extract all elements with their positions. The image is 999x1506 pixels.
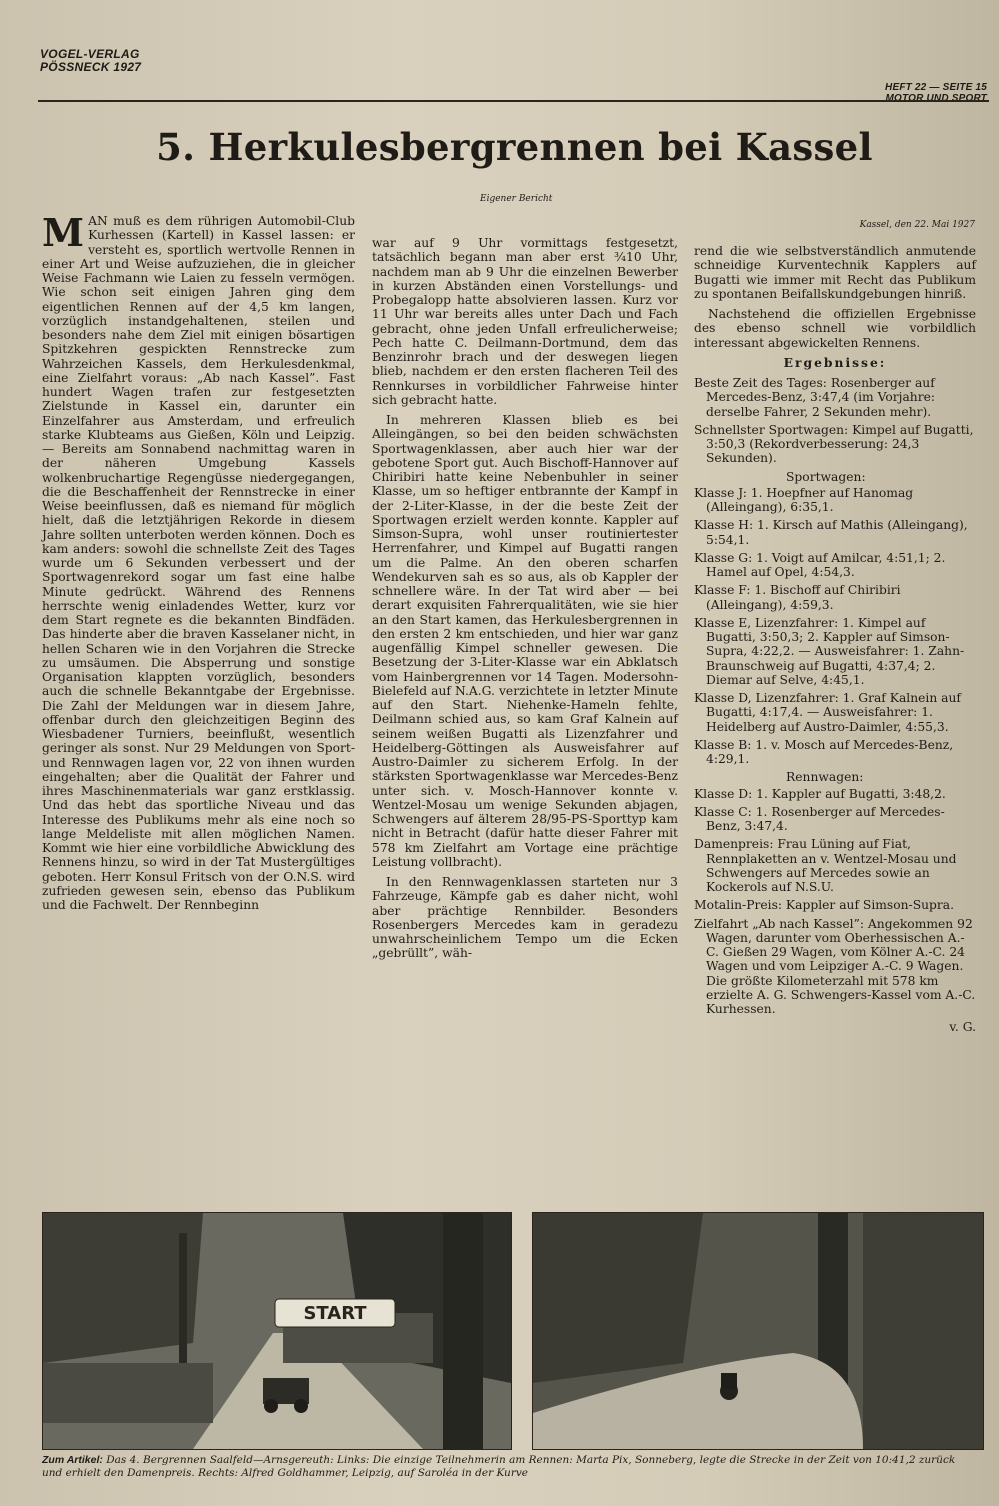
result-entry: Klasse C: 1. Rosenberger auf Mercedes-Benz, 3:47,4. — [694, 804, 945, 833]
article-column-3 — [694, 244, 976, 1035]
publisher-name: VOGEL-VERLAG — [40, 47, 140, 61]
caption-text: Das 4. Bergrennen Saalfeld—Arnsgereuth: Links: Die einzige Teilnehmerin am Rennen: Marta Pix, Sonneberg, legte die Strecke in der Zeit von 10:41,2 zurück und erhielt den Damenpreis. Rechts: Alfred Goldhammer, Leipzig, auf Saroléa in der Kurve — [42, 1454, 956, 1479]
photo-motorcycle-illustration — [533, 1213, 983, 1449]
author-signature: v. G. — [949, 1020, 976, 1035]
result-category: Sportwagen: — [786, 469, 866, 484]
photo-start-line-illustration — [43, 1213, 511, 1449]
paragraph: Nachstehend die offiziellen Ergebnisse des ebenso schnell wie vorbildlich interessant abgewickelten Rennens. — [694, 307, 976, 350]
paragraph: war auf 9 Uhr vormittags festgesetzt, tatsächlich begann man aber erst ¾10 Uhr, nachdem man ab 9 Uhr die einzelnen Bewerber in kurzen Abständen einen Vorstellungs- und Probegalopp hatte absolvieren lassen. Kurz vor 11 Uhr war bereits alles unter Dach und Fach gebracht, ohne jeden Unfall erfreulicherweise; Pech hatte C. Deilmann-Dortmund, dem das Benzinrohr brach und der deswegen liegen blieb, nachdem er den ersten flacheren Teil des Rennkurses in vorbildlicher Fahrweise hinter sich gebracht hatte. — [372, 236, 678, 407]
photo-motorcycle-curve — [532, 1212, 984, 1450]
result-entry: Klasse G: 1. Voigt auf Amilcar, 4:51,1; 2. Hamel auf Opel, 4:54,3. — [694, 550, 946, 579]
publisher-place-year: PÖSSNECK 1927 — [40, 60, 142, 74]
publisher-header — [40, 48, 141, 74]
results-heading: Ergebnisse: — [783, 354, 887, 370]
article-column-1 — [42, 210, 355, 918]
result-entry: Klasse J: 1. Hoepfner auf Hanomag (Alleingang), 6:35,1. — [694, 485, 914, 514]
result-entry: Damenpreis: Frau Lüning auf Fiat, Rennplaketten an v. Wentzel-Mosau und Schwengers auf Mercedes sowie an Kockerols auf N.S.U. — [694, 837, 957, 894]
article-column-2 — [372, 236, 678, 967]
article-subtitle: Eigener Bericht — [480, 194, 553, 204]
article-title: 5. Herkulesbergrennen bei Kassel — [156, 125, 873, 169]
result-category: Rennwagen: — [786, 770, 864, 785]
paragraph-text: AN muß es dem rührigen Automobil-Club Kurhessen (Kartell) in Kassel lassen: er versteht es, sportlich wertvolle Rennen in einer Art und Weise aufzuziehen, die in gleicher Weise Fachmann wie Laien zu fesseln vermögen. Wie schon seit einigen Jahren ging dem eigentlichen Rennen auf der 4,5 km langen, vorzüglich instandgehaltenen, steilen und besonders nahe dem Ziel mit einigen bösartigen Spitzkehren gespickten Rennstrecke zum Wahrzeichen Kassels, dem Herkulesdenkmal, eine Zielfahrt voraus: „Ab nach Kassel”. Fast hundert Wagen trafen zur festgesetzten Zielstunde in Kassel ein, darunter ein Einzelfahrer aus Amsterdam, und erfreulich starke Klubteams aus Gießen, Köln und Leipzig. — Bereits am Sonnabend nachmittag waren in der näheren Umgebung Kassels wolkenbruchartige Regengüsse niedergegangen, die die Beschaffenheit der Rennstrecke in einer Weise beeinflussen, daß es niemand für möglich hielt, daß die letztjährigen Rekorde in diesem Jahre sollten unterboten werden können. Doch es kam anders: sowohl die schnellste Zeit des Tages wurde um 6 Sekunden verbessert und der Sportwagenrekord sogar um fast eine halbe Minute gedrückt. Während des Rennens herrschte wenig einladendes Wetter, kurz vor dem Start regnete es die bekannten Bindfäden. Das hinderte aber die braven Kasselaner nicht, in hellen Scharen wie in den Vorjahren die Strecke zu umsäumen. Die Absperrung und sonstige Organisation klappten vorzüglich, besonders auch die schnelle Bekanntgabe der Ergebnisse. Die Zahl der Meldungen war in diesem Jahre, offenbar durch den gleichzeitigen Beginn des Wiesbadener Turniers, beeinflußt, wesentlich geringer als sonst. Nur 29 Meldungen von Sport- und Rennwagen lagen vor, 22 von ihnen wurden eingehalten; aber die Qualität der Fahrer und ihres Maschinenmaterials war ganz erstklassig. Und das hebt das sportliche Niveau und das Interesse des Publikums mehr als eine noch so lange Meldeliste mit allen möglichen Namen. Kommt wie hier eine vorbildliche Abwicklung des Rennens hinzu, so wird in der Tat Mustergültiges geboten. Herr Konsul Fritsch von der O.N.S. wird zufrieden gewesen sein, ebenso das Publikum und die Fachwelt. Der Rennbeginn — [42, 214, 355, 912]
article-dateline: Kassel, den 22. Mai 1927 — [859, 220, 975, 230]
result-entry: Zielfahrt „Ab nach Kassel”: Angekommen 92 Wagen, darunter vom Oberhessischen A.-C. Gießen 29 Wagen, vom Kölner A.-C. 24 Wagen und vom Leipziger A.-C. 9 Wagen. Die größte Kilometerzahl mit 578 km erzielte A. G. Schwengers-Kassel vom A.-C. Kurhessen. — [694, 916, 976, 1016]
drop-cap: M — [42, 210, 85, 255]
result-entry: Beste Zeit des Tages: Rosenberger auf Mercedes-Benz, 3:47,4 (im Vorjahre: derselbe Fahrer, 2 Sekunden mehr). — [694, 376, 936, 419]
caption-lead: Zum Artikel: — [42, 1454, 103, 1466]
photo-start-line — [42, 1212, 512, 1450]
result-entry: Klasse D: 1. Kappler auf Bugatti, 3:48,2. — [694, 786, 946, 801]
paragraph — [42, 210, 355, 912]
result-entry: Klasse B: 1. v. Mosch auf Mercedes-Benz, 4:29,1. — [694, 737, 954, 766]
paragraph: rend die wie selbstverständlich anmutende schneidige Kurventechnik Kapplers auf Bugatti wie immer mit Recht das Publikum zu spontanen Beifallskundgebungen hinriß. — [694, 244, 976, 301]
result-entry: Klasse F: 1. Bischoff auf Chiribiri (Alleingang), 4:59,3. — [694, 583, 901, 612]
result-entry: Motalin-Preis: Kappler auf Simson-Supra. — [694, 898, 955, 913]
result-entry: Schnellster Sportwagen: Kimpel auf Bugatti, 3:50,3 (Rekordverbesserung: 24,3 Sekunden). — [694, 422, 974, 466]
paragraph: In den Rennwagenklassen starteten nur 3 Fahrzeuge, Kämpfe gab es daher nicht, wohl aber prächtige Rennbilder. Besonders Rosenbergers Mercedes kam in geradezu unwahrscheinlichem Tempo um die Ecken „gebrüllt”, wäh- — [372, 875, 678, 961]
magazine-name: MOTOR UND SPORT — [885, 93, 987, 104]
issue-page: HEFT 22 — SEITE 15 — [885, 82, 987, 93]
result-entry: Klasse H: 1. Kirsch auf Mathis (Alleingang), 5:54,1. — [694, 518, 968, 547]
result-entry: Klasse E, Lizenzfahrer: 1. Kimpel auf Bugatti, 3:50,3; 2. Kappler auf Simson-Supra, 4:22,2. — Ausweisfahrer: 1. Zahn-Braunschweig auf Bugatti, 4:37,4; 2. Diemar auf Selve, 4:45,1. — [694, 615, 965, 687]
paragraph: In mehreren Klassen blieb es bei Alleingängen, so bei den beiden schwächsten Sportwagenklassen, aber auch hier war der gebotene Sport gut. Auch Bischoff-Hannover auf Chiribiri hatte keine Nebenbuhler in seiner Klasse, um so heftiger entbrannte der Kampf in der 2-Liter-Klasse, in der die beste Zeit der Sportwagen erzielt werden konnte. Kappler auf Simson-Supra, wohl unser routiniertester Herrenfahrer, und Kimpel auf Bugatti rangen um die Palme. An den oberen scharfen Wendekurven sah es so aus, als ob Kappler der schnellere wäre. In der Tat wird aber — bei derart exquisiten Fahrerqualitäten, wie sie hier an den Start kamen, das Herkulesbergrennen in den ersten 2 km entschieden, und hier war ganz augenfällig Kimpel schneller gewesen. Die Besetzung der 3-Liter-Klasse war ein Abklatsch vom Hainbergrennen vor 14 Tagen. Modersohn-Bielefeld auf N.A.G. verzichtete in letzter Minute auf den Start. Niehenke-Hameln fehlte, Deilmann schied aus, so kam Graf Kalnein auf seinem weißen Bugatti als Lizenzfahrer und Heidelberg-Göttingen als Ausweisfahrer auf Austro-Daimler zu sicherem Erfolg. In der stärksten Sportwagenklasse war Mercedes-Benz unter sich. v. Mosch-Hannover konnte v. Wentzel-Mosau um wenige Sekunden abjagen, Schwengers auf älterem 28/95-PS-Sporttyp kam nicht in Betracht (dafür hatte dieser Fahrer mit 578 km Zielfahrt am Vortage eine prächtige Leistung vollbracht). — [372, 413, 678, 869]
result-entry: Klasse D, Lizenzfahrer: 1. Graf Kalnein auf Bugatti, 4:17,4. — Ausweisfahrer: 1. Heidelberg auf Austro-Daimler, 4:55,3. — [694, 691, 961, 734]
start-banner-text: START — [303, 1303, 367, 1324]
photo-caption — [42, 1454, 972, 1480]
header-rule — [38, 100, 989, 102]
